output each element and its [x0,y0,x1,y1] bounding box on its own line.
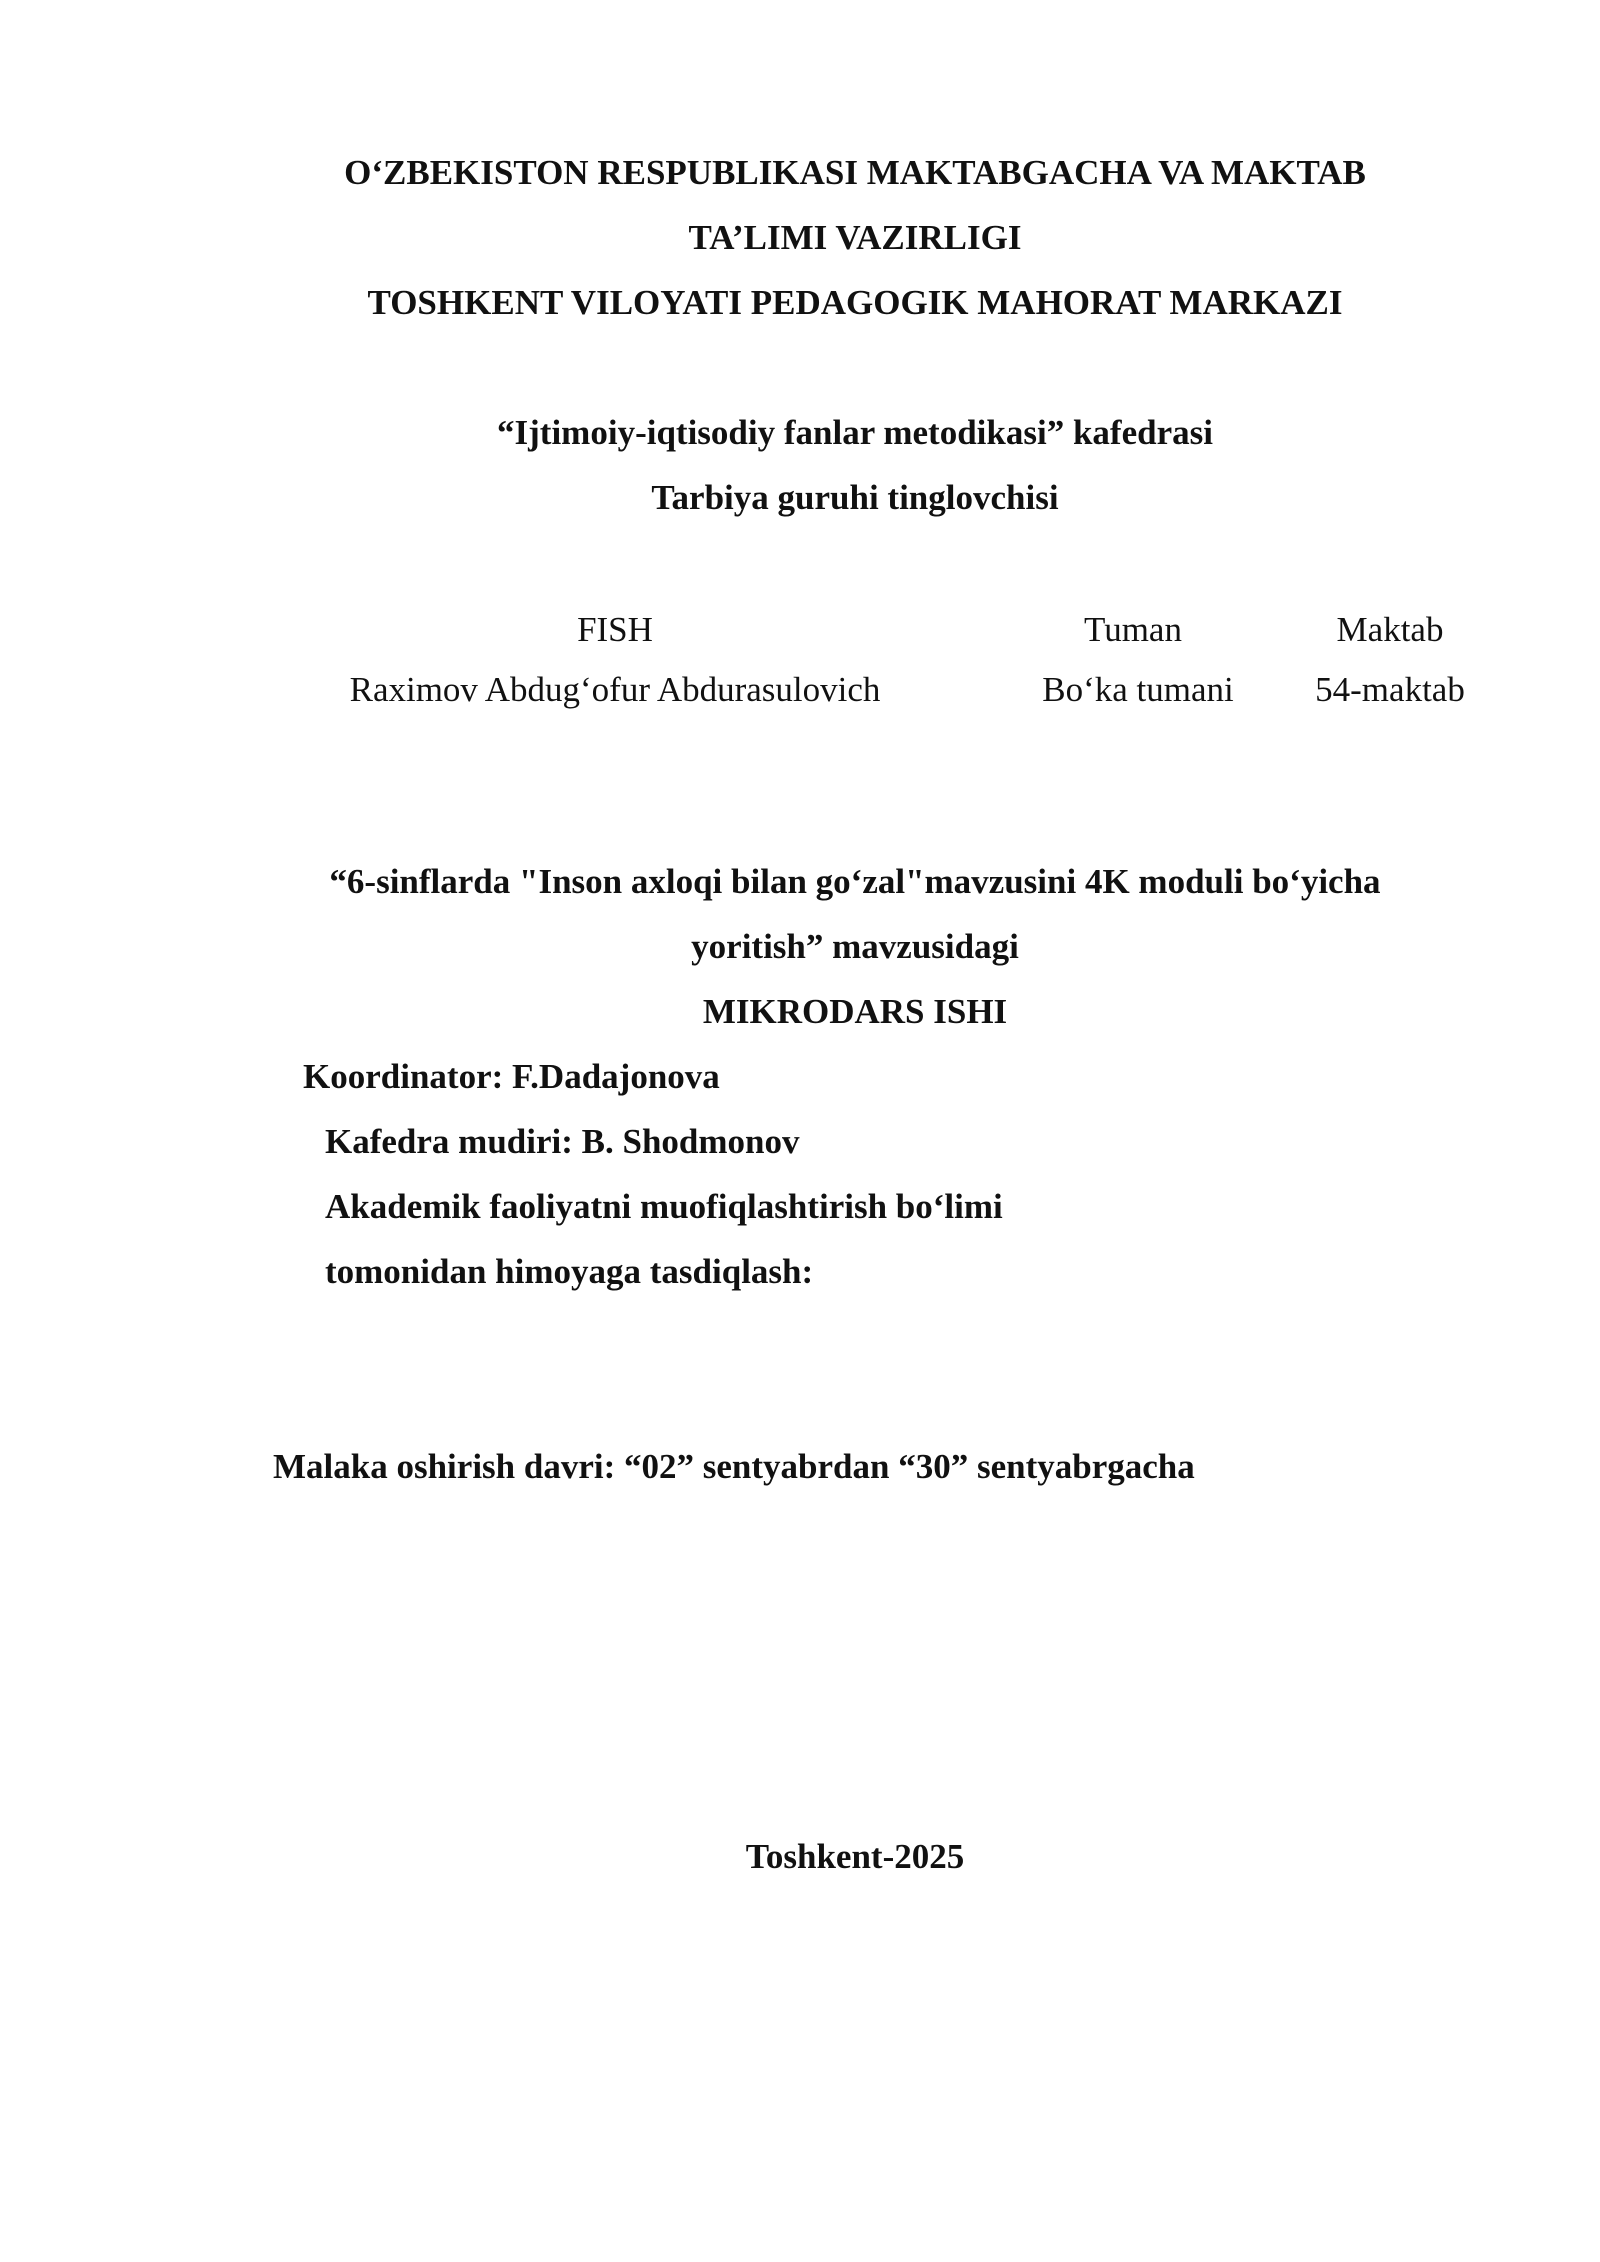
table-cell-fish: Raximov Abdug‘ofur Abdurasulovich [349,670,881,709]
topic-line2: yoritish” mavzusidagi [691,927,1019,966]
ministry-title-line2: TA’LIMI VAZIRLIGI [688,218,1022,257]
work-type-title: MIKRODARS ISHI [702,992,1008,1031]
table-cell-maktab: 54-maktab [1315,670,1465,709]
table-cell-tuman: Bo‘ka tumani [1042,670,1234,709]
ministry-title-line1: O‘ZBEKISTON RESPUBLIKASI MAKTABGACHA VA MAKTAB [344,153,1366,192]
table-header-tuman: Tuman [1084,610,1182,649]
training-period: Malaka oshirish davri: “02” sentyabrdan “30” sentyabrgacha [273,1447,1195,1486]
center-title: TOSHKENT VILOYATI PEDAGOGIK MAHORAT MARKAZI [367,283,1343,322]
approval-line1: Akademik faoliyatni muofiqlashtirish bo‘limi [325,1187,1003,1226]
department-head-line: Kafedra mudiri: B. Shodmonov [325,1122,800,1161]
topic-line1: “6-sinflarda "Inson axloqi bilan go‘zal"mavzusini 4K moduli bo‘yicha [329,862,1381,901]
group-label: Tarbiya guruhi tinglovchisi [651,478,1059,517]
approval-line2: tomonidan himoyaga tasdiqlash: [325,1252,814,1291]
table-header-maktab: Maktab [1336,610,1444,649]
table-header-fish: FISH [577,610,653,649]
place-year: Toshkent-2025 [745,1837,965,1876]
coordinator-line: Koordinator: F.Dadajonova [303,1057,720,1096]
department-name: “Ijtimoiy-iqtisodiy fanlar metodikasi” kafedrasi [497,413,1213,452]
